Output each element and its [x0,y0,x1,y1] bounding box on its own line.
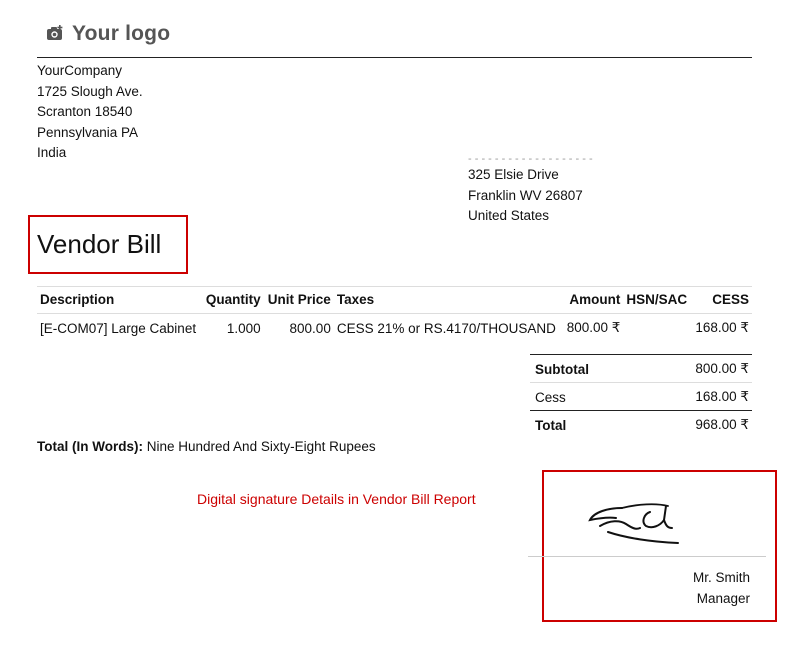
company-logo [46,22,170,46]
company-city: Scranton 18540 [37,104,133,119]
partner-country: United States [468,208,550,223]
company-address [37,61,143,164]
totals-table [530,354,752,438]
signatory-role: Manager [696,590,750,606]
words-value: Nine Hundred And Sixty-Eight Rupees [146,439,376,454]
col-hsn: HSN/SAC [623,287,691,314]
line-description: [E-COM07] Large Cabinet [40,320,197,336]
company-street: 1725 Slough Ave. [37,83,143,99]
line-quantity: 1.000 [226,320,261,336]
line-taxes: CESS 21% or RS.4170/THOUSAND [336,320,556,336]
partner-city: Franklin WV 26807 [468,187,583,203]
signatory [560,568,750,609]
table-header-row [37,287,752,314]
col-description: Description [37,287,202,314]
logo-text: Your logo [72,22,171,45]
col-quantity: Quantity [202,287,264,314]
camera-icon [46,25,64,44]
line-cess: 168.00 ₹ [695,320,749,335]
table-row [37,314,752,343]
total-value: 968.00 ₹ [641,411,752,439]
cess-label: Cess [530,383,641,411]
partner-address [468,156,593,227]
signatory-name: Mr. Smith [692,570,750,585]
line-unit-price: 800.00 [289,320,331,336]
cess-value: 168.00 ₹ [641,383,752,411]
company-country: India [37,145,67,160]
company-state: Pennsylvania PA [37,124,139,140]
subtotal-value: 800.00 ₹ [641,355,752,383]
line-amount: 800.00 ₹ [566,320,621,335]
company-name: YourCompany [37,63,123,78]
total-row [530,411,752,439]
subtotal-label: Subtotal [530,355,641,383]
words-label: Total (In Words): [37,439,143,454]
signature-note: Digital signature Details in Vendor Bill Report [197,491,476,507]
header-divider [37,57,752,58]
signature-image [586,496,686,551]
col-taxes: Taxes [334,287,563,314]
col-amount: Amount [563,287,624,314]
col-cess: CESS [691,287,752,314]
document-title: Vendor Bill [37,229,162,259]
col-unit-price: Unit Price [264,287,334,314]
amount-in-words [37,439,376,454]
invoice-lines-table [37,286,752,342]
signature-divider [528,556,766,557]
subtotal-row [530,355,752,383]
partner-street: 325 Elsie Drive [468,167,559,182]
line-hsn [623,314,691,343]
cess-row [530,383,752,411]
partner-name-clipped: - - - - - - - - - - - - - - - - - - - [468,156,593,162]
total-label: Total [530,411,641,439]
